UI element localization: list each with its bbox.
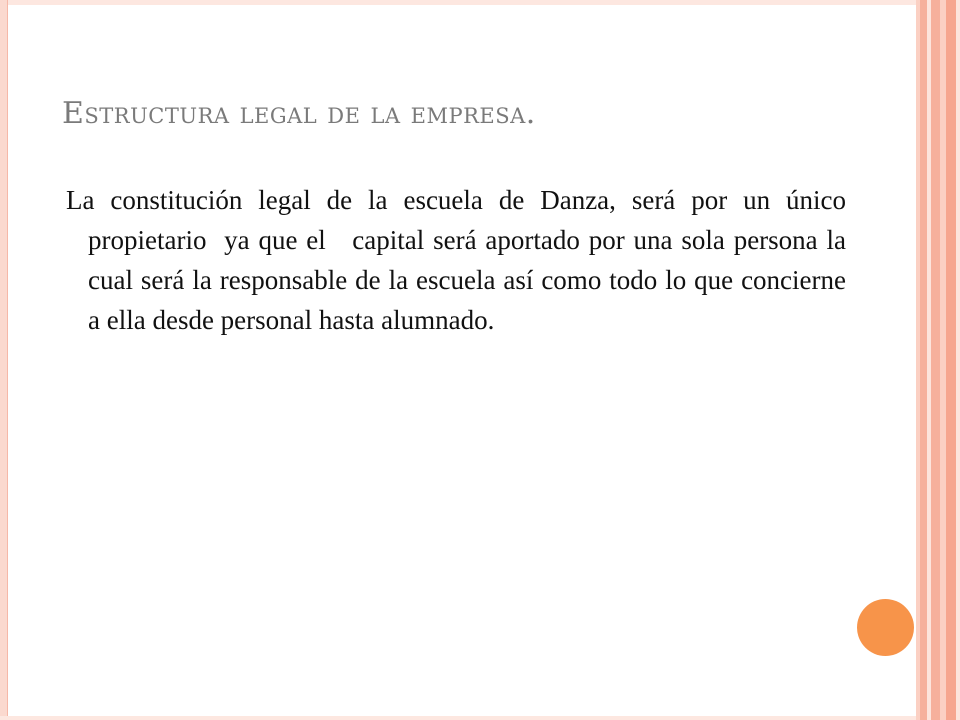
- slide-body-text: La constitución legal de la escuela de Danza, será por un único propietario ya que el capital será aportado por una sola persona la cual será la responsable de la escuela así como todo lo que concierne a ella desde personal hasta alumnado.: [66, 185, 860, 335]
- stripe: [946, 0, 956, 720]
- frame-bottom-border: [0, 716, 920, 720]
- stripe: [931, 0, 940, 720]
- stripe: [920, 0, 927, 720]
- slide-title: Estructura legal de la empresa.: [62, 96, 536, 131]
- stripe: [956, 0, 960, 720]
- accent-circle-icon: [857, 599, 914, 656]
- frame-top-border: [0, 0, 920, 5]
- frame-left-border: [0, 0, 8, 720]
- decorative-stripes: [916, 0, 960, 720]
